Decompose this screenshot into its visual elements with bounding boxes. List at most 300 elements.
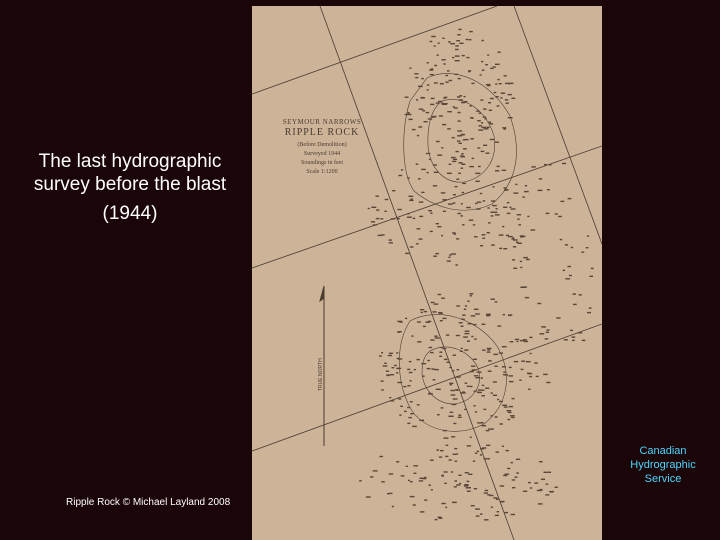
sounding-mark [534, 362, 538, 363]
sounding-mark [387, 375, 390, 376]
sounding-mark [409, 361, 412, 362]
sounding-mark [507, 468, 510, 469]
sounding-mark [381, 389, 384, 390]
sounding-mark [453, 398, 458, 399]
sounding-mark [563, 270, 565, 271]
sounding-mark [481, 425, 486, 426]
sounding-mark [467, 386, 470, 387]
sounding-mark [449, 164, 452, 165]
sounding-mark [471, 315, 476, 316]
sounding-mark [459, 322, 463, 323]
sounding-mark [394, 365, 397, 366]
sounding-mark [480, 99, 483, 100]
sounding-mark [408, 480, 410, 481]
sounding-mark [408, 417, 412, 418]
sounding-mark [474, 338, 477, 339]
sounding-mark [434, 65, 437, 66]
sounding-mark [495, 515, 499, 516]
sounding-mark [371, 207, 376, 208]
sounding-mark [457, 140, 461, 141]
sounding-mark [465, 305, 467, 306]
sounding-mark [499, 401, 503, 402]
sounding-mark [417, 341, 421, 342]
map-title-main: RIPPLE ROCK [284, 127, 360, 138]
sounding-mark [462, 315, 466, 316]
sounding-mark [376, 218, 380, 219]
sounding-mark [471, 83, 474, 84]
sounding-mark [451, 390, 456, 391]
sounding-mark [467, 481, 470, 482]
sounding-mark [456, 151, 459, 152]
sounding-mark [472, 369, 477, 370]
sounding-mark [399, 414, 401, 415]
sounding-mark [449, 80, 453, 81]
sounding-mark [424, 477, 427, 478]
sounding-mark [470, 295, 472, 296]
map-title-small: SEYMOUR NARROWS [282, 118, 362, 126]
sounding-mark [469, 220, 474, 221]
sounding-mark [482, 70, 485, 71]
sounding-mark [479, 125, 483, 126]
sounding-mark [496, 499, 499, 500]
sounding-mark [396, 368, 401, 369]
sounding-mark [504, 512, 508, 513]
sounding-mark [546, 332, 550, 333]
sounding-mark [455, 186, 458, 187]
sounding-mark [396, 352, 398, 353]
sounding-mark [565, 278, 570, 279]
sounding-mark [509, 367, 512, 368]
sounding-mark [480, 245, 483, 246]
sounding-mark [441, 503, 445, 504]
sounding-mark [455, 264, 458, 265]
sounding-mark [403, 386, 406, 387]
sounding-mark [495, 142, 499, 143]
sounding-mark [509, 375, 513, 376]
sounding-mark [389, 493, 392, 494]
sounding-mark [416, 164, 419, 165]
sounding-mark [371, 221, 375, 222]
sounding-mark [528, 373, 532, 374]
sounding-mark [564, 339, 568, 340]
sounding-mark [464, 349, 468, 350]
sounding-mark [410, 481, 413, 482]
sounding-mark [431, 68, 433, 69]
sounding-mark [509, 207, 511, 208]
sounding-mark [579, 294, 582, 295]
sounding-mark [508, 117, 513, 118]
sounding-mark [546, 382, 550, 383]
sounding-mark [484, 519, 489, 520]
sounding-mark [420, 511, 425, 512]
sounding-mark [439, 518, 443, 519]
sounding-mark [470, 117, 473, 118]
sounding-mark [503, 248, 507, 249]
sounding-mark [520, 235, 524, 236]
sounding-mark [483, 116, 486, 117]
sounding-mark [493, 66, 496, 67]
sounding-mark [492, 205, 497, 206]
sounding-mark [443, 103, 448, 104]
sounding-mark [390, 400, 394, 401]
sounding-mark [515, 184, 517, 185]
sounding-mark [452, 370, 455, 371]
sounding-mark [482, 234, 486, 235]
sounding-mark [407, 112, 409, 113]
contour-lower [399, 314, 506, 431]
sounding-mark [476, 110, 480, 111]
sounding-mark [381, 234, 385, 235]
sounding-mark [490, 98, 494, 99]
sounding-mark [412, 426, 417, 427]
north-arrow-head [320, 286, 324, 301]
sounding-mark [417, 321, 421, 322]
sounding-mark [464, 309, 466, 310]
sounding-mark [524, 341, 528, 342]
sounding-mark [506, 450, 510, 451]
sounding-mark [387, 493, 389, 494]
sounding-mark [425, 322, 430, 323]
sounding-mark [419, 216, 423, 217]
sounding-mark [546, 213, 550, 214]
sounding-mark [453, 355, 456, 356]
sounding-mark [487, 458, 490, 459]
sounding-mark [483, 145, 487, 146]
sounding-mark [481, 151, 485, 152]
sounding-mark [569, 275, 572, 276]
sounding-mark [444, 437, 449, 438]
sounding-mark [459, 95, 462, 96]
sounding-mark [511, 462, 514, 463]
north-label: TRUE NORTH [318, 358, 324, 391]
sounding-mark [439, 456, 442, 457]
sounding-mark [512, 398, 515, 399]
sounding-mark [441, 298, 445, 299]
sounding-mark [504, 474, 509, 475]
sounding-mark [424, 499, 427, 500]
sounding-mark [491, 507, 493, 508]
sounding-mark [474, 405, 476, 406]
sounding-mark [510, 341, 514, 342]
sounding-mark [571, 247, 574, 248]
sounding-mark [446, 334, 449, 335]
sounding-mark [522, 196, 525, 197]
sounding-mark [457, 213, 461, 214]
sounding-mark [530, 353, 532, 354]
sounding-mark [486, 315, 490, 316]
sounding-mark [446, 445, 449, 446]
sounding-mark [465, 383, 468, 384]
sounding-mark [427, 368, 431, 369]
sounding-mark [504, 406, 508, 407]
sounding-mark [573, 293, 577, 294]
sounding-mark [455, 55, 460, 56]
sounding-mark [379, 456, 383, 457]
sounding-mark [452, 57, 454, 58]
sounding-mark [443, 211, 446, 212]
sounding-mark [460, 351, 463, 352]
sounding-mark [493, 497, 497, 498]
sounding-mark [464, 485, 468, 486]
sounding-mark [427, 62, 429, 63]
sounding-mark [461, 164, 465, 165]
sounding-mark [508, 419, 511, 420]
sounding-mark [389, 353, 393, 354]
sounding-mark [505, 374, 509, 375]
sounding-mark [458, 29, 461, 30]
sounding-mark [481, 122, 483, 123]
sounding-mark [436, 102, 439, 103]
sounding-mark [493, 381, 497, 382]
sounding-mark [463, 139, 465, 140]
contour-upper [404, 73, 517, 210]
sounding-mark [487, 349, 490, 350]
sounding-mark [478, 389, 480, 390]
sounding-mark [497, 166, 500, 167]
sounding-mark [541, 326, 546, 327]
sounding-mark [427, 172, 429, 173]
sounding-mark [520, 261, 522, 262]
sounding-mark [378, 235, 382, 236]
sounding-mark [477, 202, 481, 203]
sounding-mark [508, 83, 511, 84]
sounding-mark [586, 247, 589, 248]
sounding-mark [487, 348, 492, 349]
sounding-mark [416, 243, 419, 244]
sounding-mark [442, 124, 446, 125]
sounding-mark [568, 198, 572, 199]
sounding-mark [526, 259, 530, 260]
sounding-mark [465, 331, 470, 332]
sounding-mark [507, 410, 512, 411]
sounding-mark [510, 415, 515, 416]
sounding-mark [479, 113, 481, 114]
sounding-mark [445, 507, 447, 508]
sounding-mark [437, 226, 441, 227]
sounding-mark [449, 383, 453, 384]
sounding-mark [494, 92, 497, 93]
sounding-mark [447, 128, 451, 129]
sounding-mark [431, 98, 435, 99]
sounding-mark [561, 201, 565, 202]
sounding-mark [464, 409, 467, 410]
sounding-mark [437, 54, 439, 55]
sounding-mark [484, 492, 488, 493]
sounding-mark [504, 189, 509, 190]
sounding-mark [458, 120, 461, 121]
sounding-mark [420, 97, 424, 98]
sounding-mark [455, 480, 458, 481]
sounding-mark [415, 77, 418, 78]
sounding-mark [416, 99, 418, 100]
sounding-mark [418, 86, 423, 87]
sounding-mark [404, 411, 407, 412]
sounding-mark [370, 476, 374, 477]
sounding-mark [570, 330, 573, 331]
sounding-mark [439, 352, 442, 353]
sounding-mark [476, 515, 480, 516]
sounding-mark [424, 311, 427, 312]
sounding-mark [447, 70, 450, 71]
sounding-mark [491, 200, 495, 201]
map-soundings-note: Soundings in feet [301, 160, 343, 166]
sounding-mark [503, 314, 505, 315]
sounding-mark [473, 461, 475, 462]
sounding-mark [495, 64, 500, 65]
sounding-mark [474, 391, 477, 392]
sounding-mark [518, 224, 521, 225]
sounding-mark [504, 187, 508, 188]
sounding-mark [451, 436, 455, 437]
sounding-mark [440, 83, 444, 84]
sounding-mark [431, 36, 436, 37]
sounding-mark [491, 392, 493, 393]
sounding-mark [419, 109, 424, 110]
sounding-mark [366, 496, 371, 497]
sounding-mark [488, 371, 492, 372]
sounding-mark [462, 192, 464, 193]
sounding-mark [409, 200, 413, 201]
sounding-mark [512, 259, 515, 260]
sounding-mark [454, 233, 456, 234]
sounding-mark [503, 475, 507, 476]
sounding-mark [461, 348, 463, 349]
sounding-mark [376, 209, 379, 210]
sounding-mark [511, 514, 516, 515]
survey-chart [252, 6, 602, 540]
sounding-mark [560, 239, 563, 240]
sounding-mark [409, 119, 413, 120]
sounding-mark [513, 192, 518, 193]
sounding-mark [389, 242, 393, 243]
sounding-mark [500, 423, 503, 424]
sounding-mark [516, 472, 519, 473]
sounding-mark [497, 79, 499, 80]
sounding-mark [475, 508, 480, 509]
sounding-mark [481, 61, 483, 62]
sounding-mark [485, 64, 488, 65]
sounding-mark [466, 207, 471, 208]
sounding-mark [436, 223, 439, 224]
sounding-mark [539, 178, 542, 179]
sounding-mark [538, 190, 543, 191]
sounding-mark [457, 96, 460, 97]
sounding-mark [477, 422, 482, 423]
sounding-mark [499, 234, 504, 235]
sounding-mark [407, 213, 409, 214]
sounding-mark [448, 203, 453, 204]
sounding-mark [451, 157, 456, 158]
sounding-mark [416, 359, 420, 360]
sounding-mark [545, 494, 549, 495]
sounding-mark [571, 336, 575, 337]
sounding-mark [502, 366, 506, 367]
sounding-mark [521, 361, 525, 362]
sounding-mark [520, 267, 522, 268]
sounding-mark [495, 416, 498, 417]
sounding-mark [453, 106, 455, 107]
sounding-mark [587, 312, 591, 313]
sounding-mark [493, 395, 497, 396]
sounding-mark [509, 406, 513, 407]
sounding-mark [465, 139, 469, 140]
sounding-mark [443, 430, 447, 431]
sounding-mark [482, 324, 486, 325]
sounding-mark [398, 175, 402, 176]
sounding-mark [470, 371, 474, 372]
sounding-mark [406, 466, 408, 467]
sounding-mark [397, 209, 401, 210]
sounding-mark [503, 371, 505, 372]
sounding-mark [503, 128, 506, 129]
sounding-mark [405, 253, 409, 254]
sounding-mark [385, 199, 389, 200]
sounding-mark [434, 82, 438, 83]
sounding-mark [488, 360, 492, 361]
sounding-mark [462, 183, 466, 184]
sounding-mark [502, 405, 507, 406]
sounding-mark [444, 483, 447, 484]
sounding-mark [587, 235, 589, 236]
sounding-mark [497, 399, 499, 400]
sounding-mark [451, 394, 456, 395]
sounding-mark [490, 139, 495, 140]
sounding-mark [459, 483, 461, 484]
sounding-mark [433, 379, 436, 380]
sounding-mark [461, 203, 463, 204]
sounding-mark [442, 59, 446, 60]
sounding-mark [589, 307, 592, 308]
sounding-mark [555, 487, 558, 488]
sounding-mark [444, 359, 448, 360]
sounding-mark [528, 389, 530, 390]
sounding-mark [484, 458, 488, 459]
sounding-mark [523, 257, 528, 258]
sounding-mark [456, 484, 460, 485]
sounding-mark [480, 74, 482, 75]
sounding-mark [515, 477, 518, 478]
sounding-mark [398, 398, 401, 399]
sounding-mark [410, 198, 413, 199]
sounding-mark [461, 215, 464, 216]
sounding-mark [430, 213, 432, 214]
sounding-mark [547, 189, 550, 190]
sounding-mark [405, 318, 407, 319]
sounding-mark [572, 340, 575, 341]
sounding-mark [488, 222, 491, 223]
sounding-mark [472, 158, 474, 159]
sounding-mark [429, 347, 433, 348]
sounding-mark [484, 128, 489, 129]
sounding-mark [430, 104, 434, 105]
sounding-mark [562, 163, 566, 164]
sounding-mark [582, 340, 586, 341]
sounding-mark [474, 375, 479, 376]
sounding-mark [512, 487, 515, 488]
sounding-mark [464, 484, 468, 485]
sounding-mark [488, 428, 491, 429]
sounding-mark [482, 350, 485, 351]
sounding-mark [459, 99, 464, 100]
sounding-mark [436, 449, 439, 450]
sounding-mark [461, 153, 464, 154]
sounding-mark [418, 126, 422, 127]
sounding-mark [417, 404, 420, 405]
sounding-mark [514, 361, 518, 362]
sounding-mark [475, 203, 478, 204]
sounding-mark [511, 98, 515, 99]
sounding-mark [413, 218, 416, 219]
